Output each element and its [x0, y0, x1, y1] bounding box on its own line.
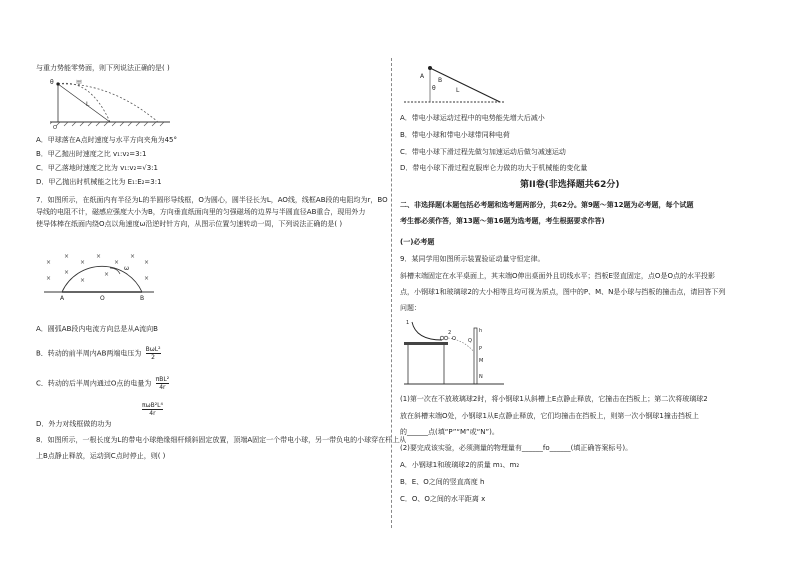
q7-stem-3: 使导体棒在纸面内绕O点以角速度ω沿逆时针方向，从图示位置匀速转动一周，下列说法正确的是( ): [36, 220, 343, 228]
q8-stem-2: 上B点静止释放，运动到C点时停止，则( ): [36, 452, 166, 460]
svg-text:×: ×: [46, 259, 52, 266]
svg-text:×: ×: [64, 269, 70, 276]
q6-label-theta: θ: [50, 79, 54, 86]
q9-label-h: h: [479, 328, 483, 334]
q9-label-2: 2: [448, 330, 452, 336]
q7-option-b: [36, 346, 161, 361]
q6-label-L: L: [86, 101, 90, 108]
q7-option-d-fraction: [142, 402, 163, 417]
q7-stem-2: 导线的电阻不计，磁感应强度大小为B，方向垂直纸面向里的匀强磁场的边界与半圆直径AB重合，现用外力: [36, 208, 366, 216]
q7-option-c-fraction: [156, 376, 169, 391]
q9-sub-1c: 的______点(填“P”“M”或“N”)。: [400, 428, 499, 436]
q7-label-O: O: [100, 295, 105, 302]
part2-intro-1: 二、非选择题(本题包括必考题和选考题两部分，共62分。第9题～第12题为必考题，每个试题: [400, 201, 694, 209]
q7-option-d-text: D．外力对线框做的功为: [36, 420, 112, 428]
q8-stem-1: 8．如图所示，一根长度为L的带电小球绝缘细杆倾斜固定放置，顶端A固定一个带电小球，另一带负电的小球穿在杆上从: [36, 436, 407, 444]
q7-option-c-text: C．转动的后半周内通过O点的电量为: [36, 379, 152, 388]
part2-intro-2: 考生都必须作答，第13题～第16题为选考题，考生根据要求作答): [400, 217, 605, 225]
svg-text:×: ×: [80, 277, 86, 284]
column-divider: [391, 58, 392, 528]
q9-label-P: P: [479, 346, 483, 352]
q9-line-3: 点，小钢球1和玻璃球2的大小相等且均可视为质点，图中的P、M、N是小球与挡板的撞击点，请回答下列: [400, 288, 726, 296]
q9-option-c: C．O、O之间的水平距离 x: [400, 495, 486, 503]
q9-sub-1a: (1)第一次在不放玻璃球2时，将小钢球1从斜槽上E点静止释放，它撞击在挡板上；第二次将玻璃球2: [400, 395, 708, 403]
svg-text:×: ×: [104, 271, 110, 278]
q7-label-omega: ω: [124, 265, 130, 272]
q7-option-c-denominator: 4r: [159, 384, 166, 391]
q6-option-c: C．甲乙落地时速度之比为 v₁:v₂=√3:1: [36, 164, 158, 172]
q7-option-b-denominator: 2: [151, 354, 155, 361]
q9-label-1: 1: [406, 320, 410, 326]
q7-figure: [44, 254, 154, 304]
q8-option-b: B．带电小球和带电小球带同种电荷: [400, 131, 510, 139]
q8-label-B: B: [438, 77, 443, 84]
q9-line-4: 问题：: [400, 304, 421, 312]
q8-option-a: A．带电小球运动过程中的电势能先增大后减小: [400, 114, 545, 122]
q7-option-b-text: B．转动的前半周内AB两端电压为: [36, 349, 142, 358]
svg-text:×: ×: [144, 275, 150, 282]
q6-option-b: B．甲乙抛出时速度之比 v₁:v₂=3:1: [36, 150, 147, 158]
left-column: [36, 0, 407, 562]
q9-line-1: 9．某同学用如图所示装置验证动量守恒定律。: [400, 255, 545, 263]
q9-line-2: 斜槽末端固定在水平桌面上，其末端O伸出桌面外且切线水平；挡板E竖直固定，点O是O点的水平投影: [400, 272, 715, 280]
q8-option-d: D．带电小球下滑过程克服库仑力做的功大于机械能的变化量: [400, 164, 588, 172]
q9-sub-2: (2)要完成该实验，必须测量的物理量有______fo______(填正确答案标号)。: [400, 444, 633, 452]
q7-option-a: A．圆弧AB段内电流方向总是从A流向B: [36, 325, 158, 333]
q6-option-d: D．甲乙抛出时机械能之比为 E₁:E₂=3:1: [36, 178, 162, 186]
right-column: [400, 0, 762, 562]
q6-stem-end: 与重力势能零势面，则下列说法正确的是( ): [36, 64, 170, 72]
svg-text:×: ×: [64, 254, 70, 260]
q8-label-L: L: [456, 87, 460, 94]
q7-label-A: A: [60, 295, 65, 302]
q7-option-b-fraction: [146, 346, 161, 361]
q7-option-b-numerator: BωL²: [145, 346, 161, 353]
q7-option-d-numerator: πωB²L⁴: [142, 402, 163, 409]
svg-text:×: ×: [46, 275, 52, 282]
q9-figure: [404, 318, 504, 386]
part2-title: 第II卷(非选择题共62分): [520, 180, 620, 190]
required-section-title: (一)必考题: [400, 238, 435, 246]
q7-option-c: [36, 376, 169, 391]
q9-label-O: O: [452, 336, 456, 342]
q6-figure: [50, 76, 170, 130]
q6-label-jia: 甲: [76, 80, 83, 87]
q7-option-d-denominator: 4r: [149, 410, 156, 417]
q7-stem-1: 7．如图所示，在纸面内有半径为L的半圆形导线框，O为圆心，圆半径长为L，AO线，线框AB段的电阻均为r，BO: [36, 196, 388, 204]
q9-option-a: A．小钢球1和玻璃球2的质量 m₁、m₂: [400, 461, 520, 469]
q8-figure: [404, 60, 504, 106]
q7-label-B: B: [140, 295, 145, 302]
q9-option-b: B．E、O之间的竖直高度 h: [400, 478, 485, 486]
svg-text:×: ×: [96, 254, 102, 260]
svg-text:×: ×: [130, 254, 136, 260]
q6-label-O: O: [53, 125, 57, 130]
q8-label-theta: θ: [432, 85, 436, 92]
q6-option-a: A．甲球落在A点时速度与水平方向夹角为45°: [36, 136, 177, 144]
q8-label-A: A: [420, 73, 425, 80]
svg-text:×: ×: [114, 259, 120, 266]
q9-label-N: N: [479, 374, 483, 380]
svg-text:×: ×: [80, 259, 86, 266]
q9-label-Q: Q: [468, 338, 472, 344]
q8-option-c: C．带电小球下滑过程先做匀加速运动后做匀减速运动: [400, 148, 566, 156]
q7-option-c-numerator: πBL²: [155, 376, 170, 383]
svg-text:×: ×: [144, 259, 150, 266]
q9-sub-1b: 放在斜槽末端O处，小钢球1从E点静止释放，它们均撞击在挡板上，则第一次小钢球1撞击挡板上: [400, 412, 699, 420]
q9-label-M: M: [479, 358, 484, 364]
